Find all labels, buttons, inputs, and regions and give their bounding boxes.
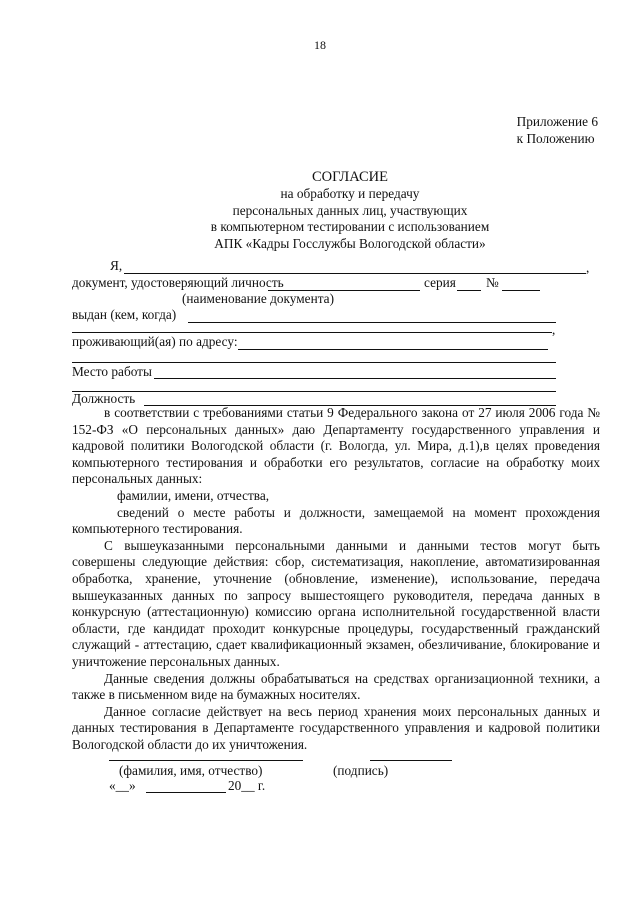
- appendix-line-1: Приложение 6: [516, 114, 598, 129]
- number-label: №: [486, 275, 499, 290]
- title-heading: СОГЛАСИЕ: [311, 169, 389, 185]
- paragraph-3: Данные сведения должны обрабатываться на средствах организационной техники, а также в письменном виде на бумажных носителях.: [72, 670, 600, 703]
- document-caption: (наименование документа): [182, 291, 334, 306]
- date-day: «__»: [109, 778, 136, 793]
- list-item-name: фамилии, имени, отчества,: [117, 487, 270, 503]
- series-label: серия: [424, 275, 456, 290]
- work-field[interactable]: [154, 377, 556, 379]
- page-number: 18: [314, 38, 326, 52]
- address-field[interactable]: [238, 348, 548, 350]
- appendix-line-2: к Положению: [516, 130, 595, 146]
- consent-body: [72, 405, 600, 753]
- paragraph-2: С вышеуказанными персональными данными и данными тестов могут быть совершены следующие действия: сбор, систематизация, накопление, автоматизированная обработка, хранение, уточнение (обновление, изменение), использование, передача вышеуказанных данных по запросу вышестоящего руководителя, передача данных в конкурсную (аттестационную) комиссию органа исполнительной государственной власти области, где кандидат проходит конкурсные процедуры, государственный гражданский служащий - аттестацию, сдает квалификационный экзамен, обезличивание, блокирование и уничтожение персональных данных.: [72, 537, 600, 669]
- paragraph-4: Данное согласие действует на весь период хранения моих персональных данных и данных тестирования в Департаменте государственного управления и кадровой политики Вологодской области до их уничтожения.: [72, 703, 600, 752]
- signature-line[interactable]: [370, 759, 452, 761]
- title-line-4: АПК «Кадры Госслужбы Вологодской области»: [214, 235, 486, 251]
- address-field-line-2[interactable]: [72, 361, 556, 363]
- full-name-field[interactable]: [124, 272, 586, 274]
- issued-field[interactable]: [188, 321, 556, 323]
- date-year: 20__ г.: [228, 778, 266, 793]
- work-field-line-2[interactable]: [72, 390, 556, 392]
- title-line-3: в компьютерном тестировании с использованием: [210, 219, 490, 235]
- name-caption: (фамилия, имя, отчество): [119, 763, 263, 778]
- paragraph-1: в соответствии с требованиями статьи 9 Федерального закона от 27 июля 2006 года № 152-ФЗ «О персональных данных» даю Департаменту государственного управления и кадровой политики Вологодской области (г. Вологда, ул. Мира, д.1),в целях проведения компьютерного тестирования и обработки его результатов, согласие на обработку моих персональных данных:: [72, 405, 600, 487]
- document-label: документ, удостоверяющий личность: [72, 275, 284, 290]
- signature-name-line[interactable]: [109, 759, 303, 761]
- title-line-1: на обработку и передачу: [280, 186, 420, 201]
- comma-mark: ,: [586, 260, 590, 275]
- i-label: Я,: [110, 258, 123, 273]
- sign-caption: (подпись): [333, 763, 389, 778]
- date-month-field[interactable]: [146, 791, 226, 793]
- number-field[interactable]: [502, 289, 540, 291]
- position-label: Должность: [72, 391, 136, 406]
- issued-field-line-2[interactable]: [72, 331, 552, 333]
- address-label: проживающий(ая) по адресу:: [72, 334, 238, 349]
- list-item-work: сведений о месте работы и должности, замещаемой на момент прохождения компьютерного тестирования.: [72, 504, 600, 537]
- series-field[interactable]: [457, 289, 481, 291]
- title-line-2: персональных данных лиц, участвующих: [232, 202, 468, 218]
- issued-label: выдан (кем, когда): [72, 307, 177, 322]
- comma-mark-2: ,: [552, 322, 556, 337]
- work-label: Место работы: [72, 364, 152, 379]
